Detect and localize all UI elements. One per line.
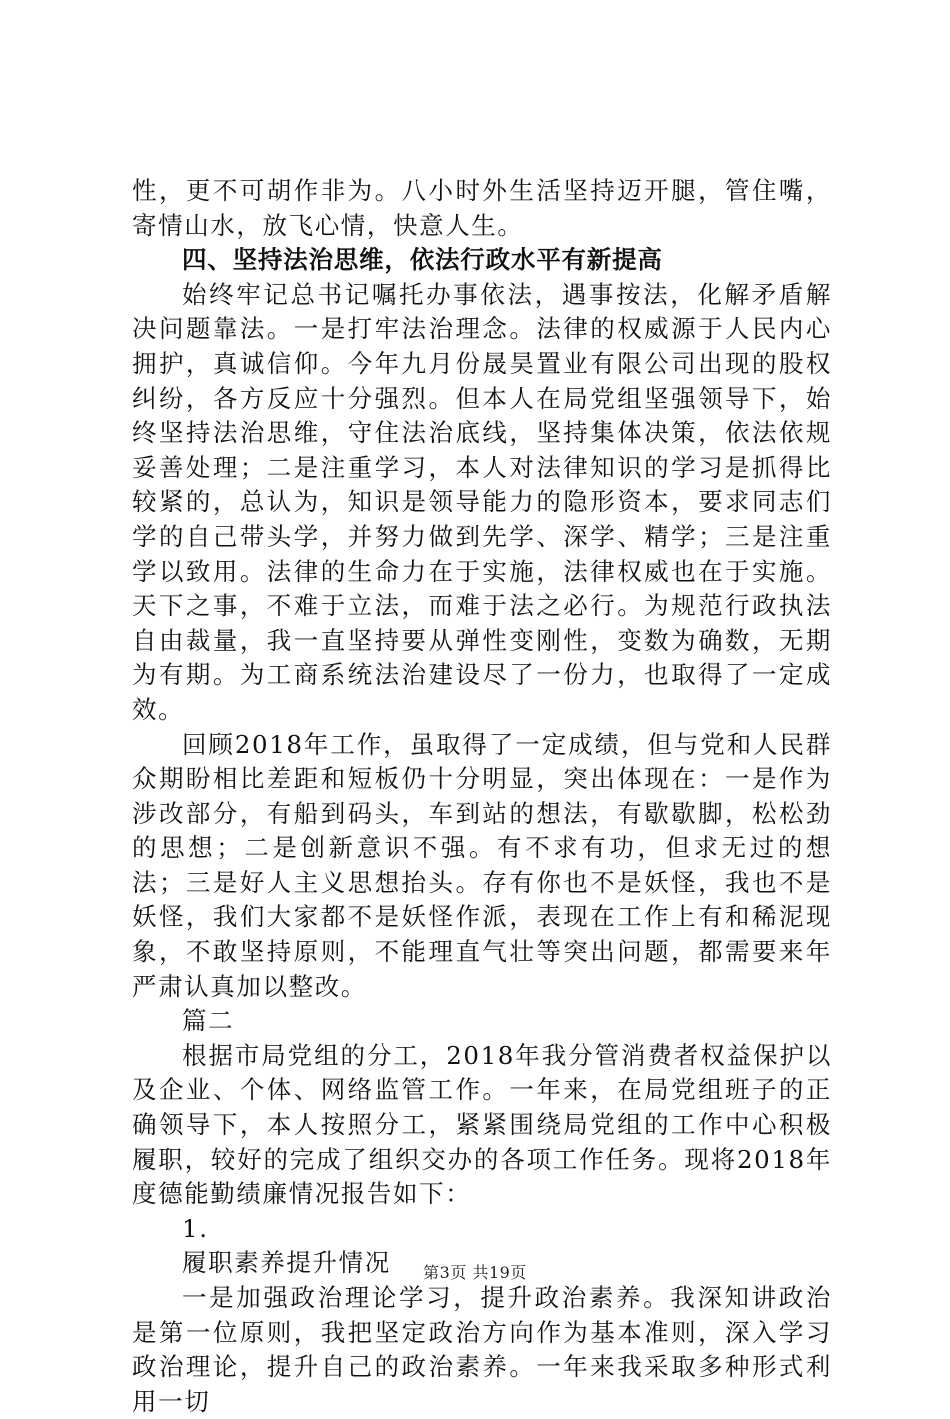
paragraph-continuation: 性，更不可胡作非为。八小时外生活坚持迈开腿，管住嘴，寄情山水，放飞心情，快意人生。 (132, 176, 832, 240)
paragraph-political-study: 一是加强政治理论学习，提升政治素养。我深知讲政治是第一位原则，我把坚定政治方向作为基本准则，深入学习政治理论，提升自己的政治素养。一年来我采取多种形式利用一切 (132, 1283, 832, 1416)
subheading-duty-quality: 履职素养提升情况 (182, 1248, 391, 1278)
part-two-label: 篇二 (182, 1006, 235, 1036)
list-number: 1. (182, 1213, 209, 1243)
paragraph-rule-of-law: 始终牢记总书记嘱托办事依法，遇事按法，化解矛盾解决问题靠法。一是打牢法治理念。法律的权威源于人民内心拥护，真诚信仰。今年九月份晟昊置业有限公司出现的股权纠纷，各方反应十分强烈。但本人在局党组坚强领导下，始终坚持法治思维，守住法治底线，坚持集体决策，依法依规妥善处理；二是注重学习，本人对法律知识的学习是抓得比较紧的，总认为，知识是领导能力的隐形资本，要求同志们学的自己带头学，并努力做到先学、深学、精学；三是注重学以致用。法律的生命力在于实施，法律权威也在于实施。天下之事，不难于立法，而难于法之必行。为规范行政执法自由裁量，我一直坚持要从弹性变刚性，变数为确数，无期为有期。为工商系统法治建设尽了一份力，也取得了一定成效。 (132, 279, 832, 724)
section-heading-four: 四、坚持法治思维，依法行政水平有新提高 (182, 245, 663, 275)
page-footer: 第3页 共19页 (423, 1263, 527, 1282)
paragraph-division-of-work: 根据市局党组的分工，2018年我分管消费者权益保护以及企业、个体、网络监管工作。一年来，在局党组班子的正确领导下，本人按照分工，紧紧围绕局党组的工作中心积极履职，较好的完成了组织交办的各项工作任务。现将2018年度德能勤绩廉情况报告如下： (132, 1040, 832, 1209)
paragraph-review-2018: 回顾2018年工作，虽取得了一定成绩，但与党和人民群众期盼相比差距和短板仍十分明显，突出体现在：一是作为涉改部分，有船到码头，车到站的想法，有歇歇脚，松松劲的思想；二是创新意识不强。有不求有功，但求无过的想法；三是好人主义思想抬头。存有你也不是妖怪，我也不是妖怪，我们大家都不是妖怪作派，表现在工作上有和稀泥现象，不敢坚持原则，不能理直气壮等突出问题，都需要来年严肃认真加以整改。 (132, 729, 832, 1001)
document-body (132, 174, 832, 1419)
